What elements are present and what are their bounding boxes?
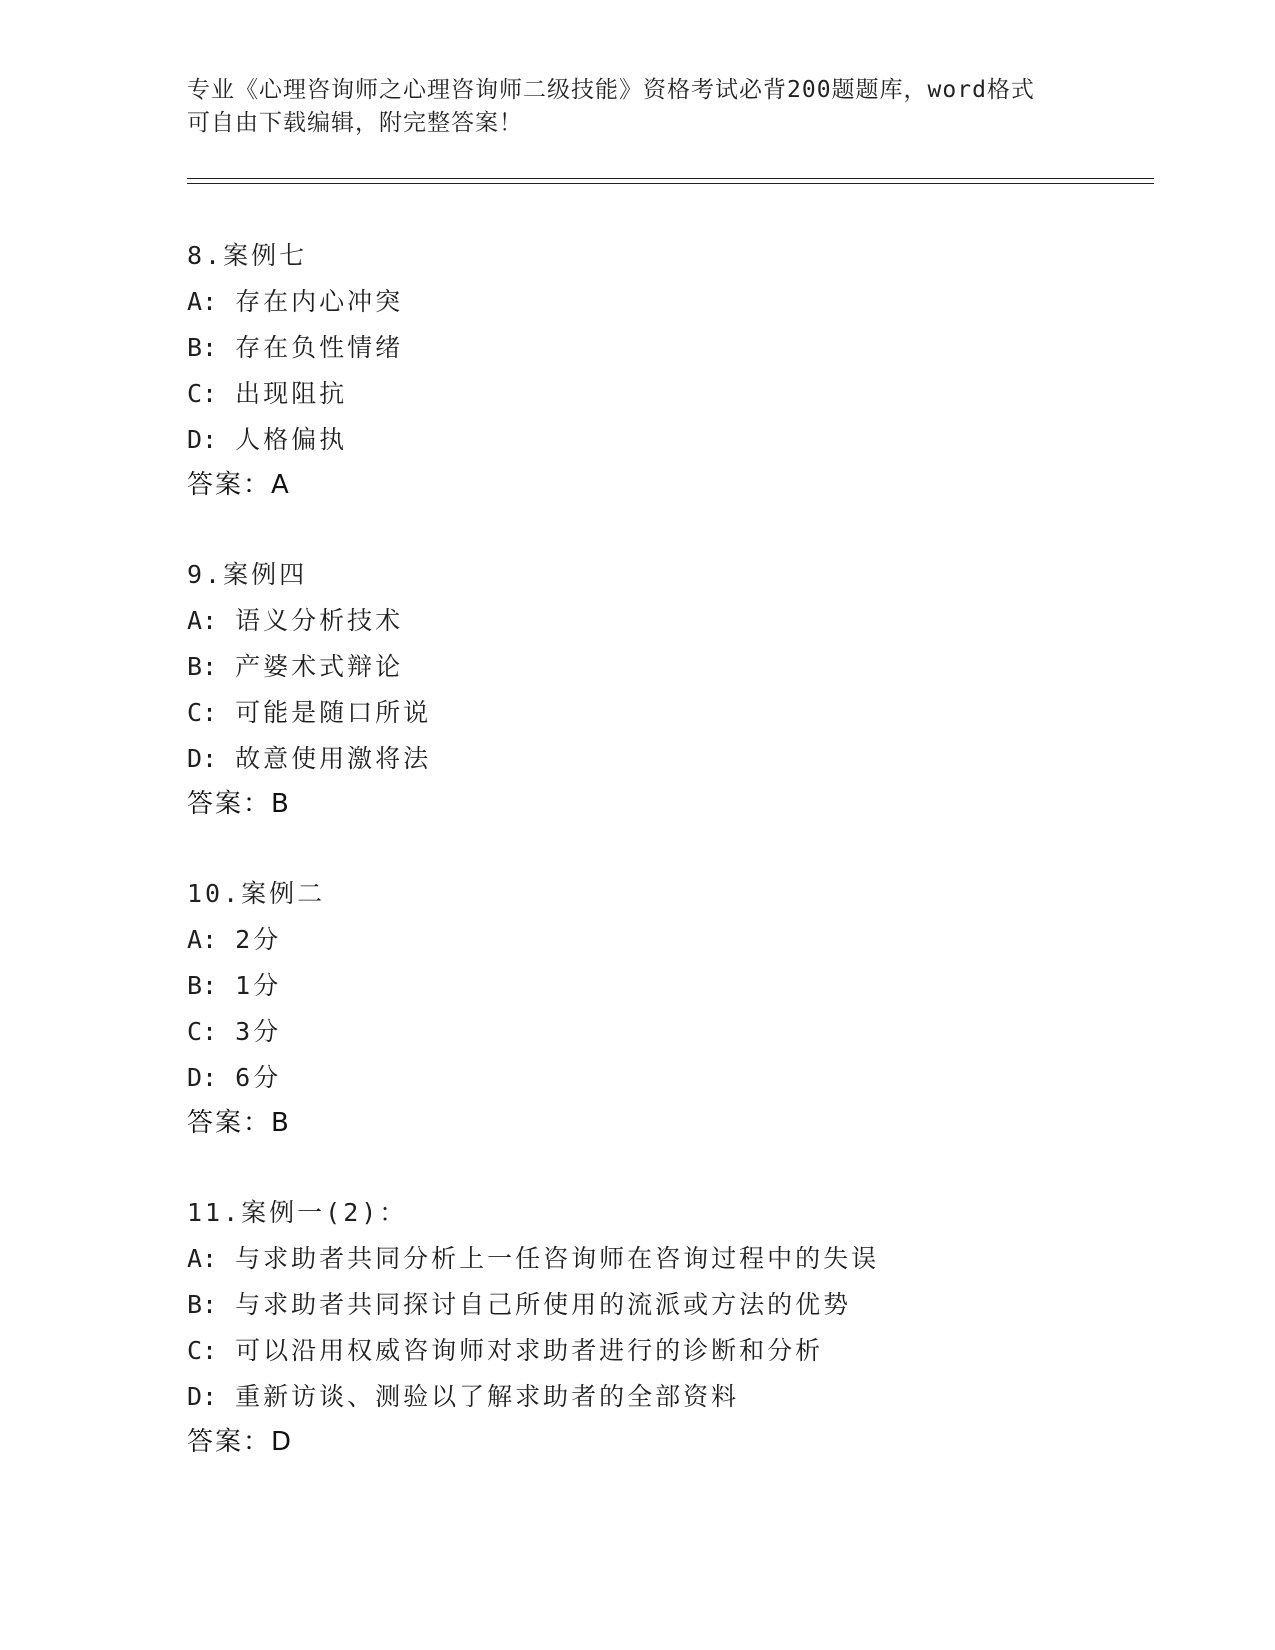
option-c	[187, 690, 1147, 736]
option-a	[187, 598, 1147, 644]
option-label: B:	[187, 1290, 218, 1319]
option-label: C:	[187, 379, 218, 408]
option-text: 重新访谈、测验以了解求助者的全部资料	[235, 1382, 740, 1411]
option-c	[187, 1328, 1147, 1374]
option-text: 可能是随口所说	[235, 698, 432, 727]
option-text: 与求助者共同分析上一任咨询师在咨询过程中的失误	[235, 1244, 880, 1273]
question-10	[187, 871, 1147, 1145]
option-label: C:	[187, 1017, 218, 1046]
option-text: 与求助者共同探讨自己所使用的流派或方法的优势	[235, 1290, 852, 1319]
option-label: C:	[187, 698, 218, 727]
answer-line: 答案：B	[187, 789, 291, 819]
option-b	[187, 644, 1147, 690]
option-text: 出现阻抗	[235, 379, 348, 408]
option-b	[187, 325, 1147, 371]
option-a	[187, 279, 1147, 325]
option-text: 语义分析技术	[235, 606, 404, 635]
option-label: D:	[187, 1382, 218, 1411]
question-list	[187, 233, 1147, 1464]
option-text: 可以沿用权威咨询师对求助者进行的诊断和分析	[235, 1336, 824, 1365]
question-9	[187, 552, 1147, 826]
option-b	[187, 963, 1147, 1009]
option-text: 6分	[235, 1063, 282, 1092]
header-divider-bottom	[187, 183, 1154, 184]
option-label: D:	[187, 744, 218, 773]
option-label: A:	[187, 606, 218, 635]
header-divider-top	[187, 178, 1154, 179]
header-line-1: 专业《心理咨询师之心理咨询师二级技能》资格考试必背200题题库，word格式	[187, 77, 1035, 103]
question-8	[187, 233, 1147, 507]
option-d	[187, 1374, 1147, 1420]
option-text: 人格偏执	[235, 425, 348, 454]
question-11	[187, 1190, 1147, 1464]
option-text: 3分	[235, 1017, 282, 1046]
option-text: 1分	[235, 971, 282, 1000]
question-title: 11.案例一(2)：	[187, 1198, 408, 1227]
question-title: 9.案例四	[187, 560, 308, 589]
option-text: 存在负性情绪	[235, 333, 404, 362]
option-label: A:	[187, 1244, 218, 1273]
option-c	[187, 371, 1147, 417]
option-label: B:	[187, 333, 218, 362]
answer-line: 答案：B	[187, 1108, 291, 1138]
option-label: A:	[187, 925, 218, 954]
option-label: C:	[187, 1336, 218, 1365]
option-text: 存在内心冲突	[235, 287, 404, 316]
option-label: A:	[187, 287, 218, 316]
option-a	[187, 917, 1147, 963]
option-d	[187, 417, 1147, 463]
option-text: 产婆术式辩论	[235, 652, 404, 681]
question-title: 8.案例七	[187, 241, 308, 270]
header-line-2: 可自由下载编辑，附完整答案！	[187, 110, 523, 136]
option-text: 2分	[235, 925, 282, 954]
option-d	[187, 1055, 1147, 1101]
option-label: D:	[187, 1063, 218, 1092]
option-text: 故意使用激将法	[235, 744, 432, 773]
answer-line: 答案：A	[187, 470, 291, 500]
option-label: B:	[187, 652, 218, 681]
option-b	[187, 1282, 1147, 1328]
option-a	[187, 1236, 1147, 1282]
option-label: B:	[187, 971, 218, 1000]
option-d	[187, 736, 1147, 782]
answer-line: 答案：D	[187, 1427, 294, 1457]
question-title: 10.案例二	[187, 879, 326, 908]
option-c	[187, 1009, 1147, 1055]
option-label: D:	[187, 425, 218, 454]
document-header	[187, 74, 1087, 140]
